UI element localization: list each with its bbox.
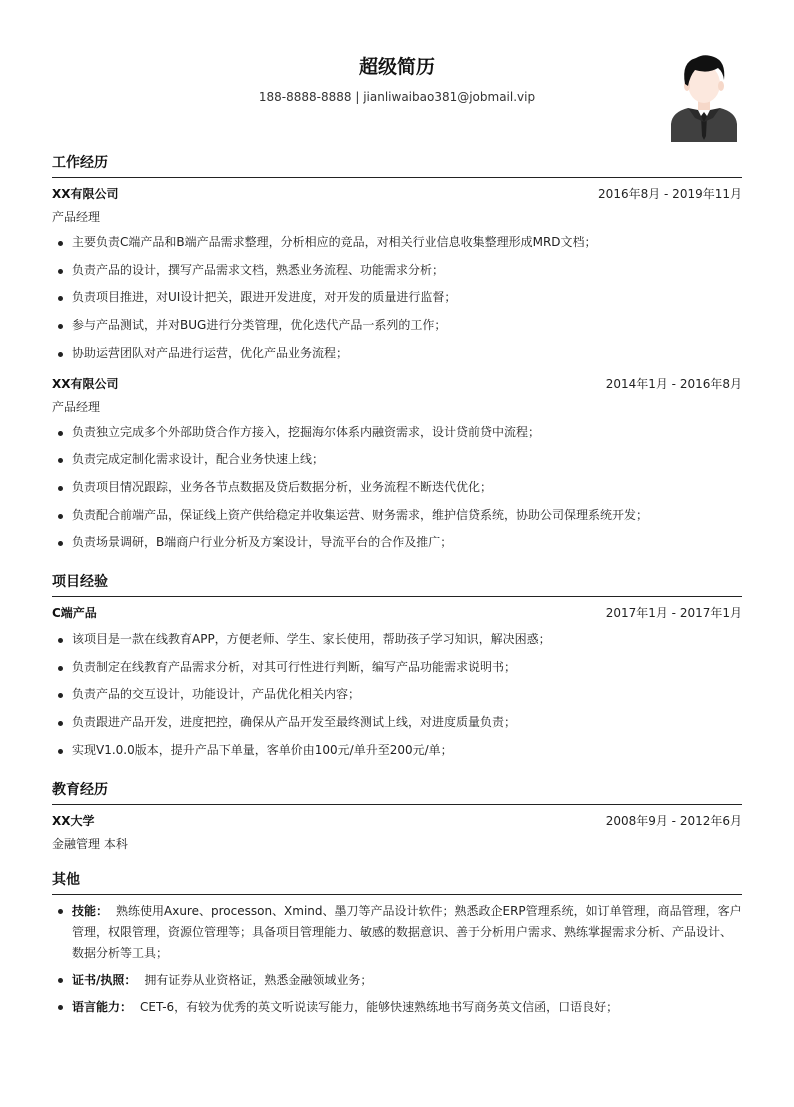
section-title-education: 教育经历 [52, 777, 742, 805]
project-name: C端产品 [52, 606, 97, 621]
list-item: 负责项目情况跟踪，业务各节点数据及贷后数据分析，业务流程不断迭代优化； [52, 474, 742, 502]
major-degree: 金融管理 本科 [52, 836, 128, 851]
person-avatar-icon [668, 50, 740, 142]
section-title-project: 项目经验 [52, 569, 742, 597]
item-label: 技能： [72, 903, 109, 918]
list-item: 实现V1.0.0版本，提升产品下单量，客单价由100元/单升至200元/单； [52, 737, 742, 765]
school-name: XX大学 [52, 813, 95, 828]
resume-name: 超级简历 [358, 56, 435, 78]
list-item: 负责项目推进，对UI设计把关，跟进开发进度，对开发的质量进行监督； [52, 284, 742, 312]
duty-list [52, 626, 742, 765]
list-item: 负责独立完成多个外部助贷合作方接入，挖掘海尔体系内融资需求，设计贷前贷中流程； [52, 419, 742, 447]
list-item: 负责产品的交互设计，功能设计，产品优化相关内容； [52, 681, 742, 709]
list-item [52, 997, 742, 1018]
duty-list [52, 229, 742, 368]
company-name: XX有限公司 [52, 187, 119, 201]
resume-body [52, 150, 742, 1024]
company-name: XX有限公司 [52, 376, 119, 391]
list-item: 参与产品测试，并对BUG进行分类管理，优化迭代产品一系列的工作； [52, 312, 742, 340]
list-item: 负责配合前端产品，保证线上资产供给稳定并收集运营、财务需求，维护信贷系统，协助公司保理系统开发； [52, 502, 742, 530]
list-item [52, 970, 742, 991]
list-item: 负责场景调研，B端商户行业分析及方案设计，导流平台的合作及推广； [52, 529, 742, 557]
item-text: CET-6，有较为优秀的英文听说读写能力，能够快速熟练地书写商务英文信函，口语良好； [140, 999, 619, 1014]
item-label: 语言能力： [72, 999, 133, 1014]
item-label: 证书/执照： [72, 972, 137, 987]
job-role: 产品经理 [52, 210, 101, 224]
education-entry [52, 810, 742, 855]
duty-list [52, 419, 742, 558]
contact-info: 188-8888-8888 | jianliwaibao381@jobmail.vip [258, 90, 536, 104]
date-range: 2014年1月 - 2016年8月 [605, 376, 742, 391]
item-text: 拥有证券从业资格证，熟悉金融领域业务； [144, 972, 373, 987]
list-item: 协助运营团队对产品进行运营，优化产品业务流程； [52, 340, 742, 368]
date-range: 2017年1月 - 2017年1月 [605, 606, 742, 621]
work-entry [52, 183, 742, 368]
date-range: 2008年9月 - 2012年6月 [605, 813, 742, 828]
section-title-other: 其他 [52, 867, 742, 895]
other-list [52, 901, 742, 1018]
item-text: 熟练使用Axure、processon、Xmind、墨刀等产品设计软件；熟悉政企ERP管理系统，如订单管理，商品管理，客户管理，权限管理，资源位管理等；具备项目管理能力、敏感的数据意识、善于分析用户需求、熟练掌握需求分析、产品设计、数据分析等工具； [72, 903, 742, 960]
list-item: 负责完成定制化需求设计，配合业务快速上线； [52, 446, 742, 474]
list-item: 该项目是一款在线教育APP，方便老师、学生、家长使用，帮助孩子学习知识，解决困惑； [52, 626, 742, 654]
job-role: 产品经理 [52, 399, 101, 414]
list-item [52, 901, 742, 964]
work-entry [52, 373, 742, 558]
section-title-work: 工作经历 [52, 150, 742, 178]
list-item: 负责产品的设计，撰写产品需求文档，熟悉业务流程、功能需求分析； [52, 257, 742, 285]
list-item: 负责跟进产品开发，进度把控，确保从产品开发至最终测试上线，对进度质量负责； [52, 709, 742, 737]
list-item: 主要负责C端产品和B端产品需求整理，分析相应的竞品，对相关行业信息收集整理形成MRD文档； [52, 229, 742, 257]
date-range: 2016年8月 - 2019年11月 [598, 187, 742, 201]
project-entry [52, 602, 742, 765]
list-item: 负责制定在线教育产品需求分析，对其可行性进行判断，编写产品功能需求说明书； [52, 654, 742, 682]
